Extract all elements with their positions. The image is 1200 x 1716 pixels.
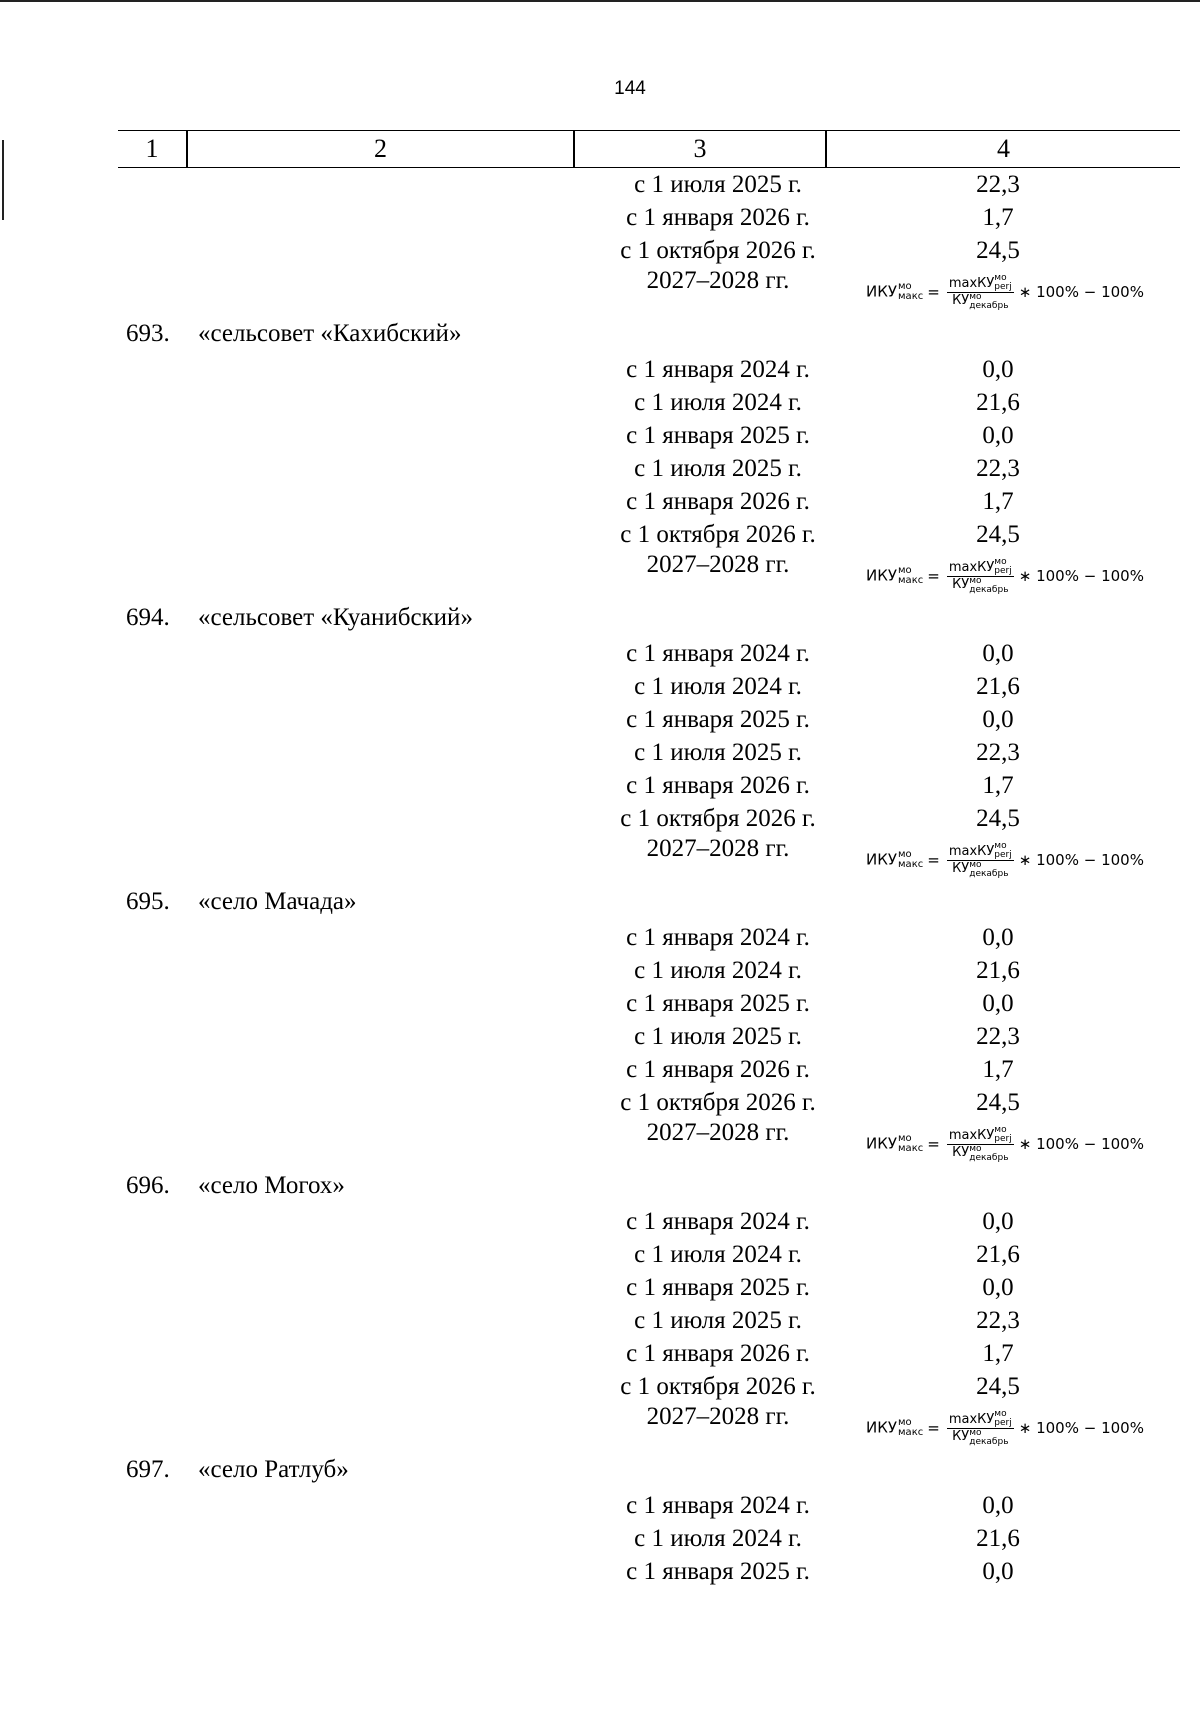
formula-lhs-sub: макс — [898, 1427, 924, 1438]
value-cell: 1,7 — [982, 488, 1014, 515]
period-cell: с 1 января 2024 г. — [626, 640, 810, 667]
table-row — [118, 1403, 1180, 1453]
table-row — [118, 267, 1180, 317]
formula-rest: ∗ 100% − 100% — [1018, 283, 1144, 301]
entry-number: 697. — [126, 1456, 170, 1483]
period-cell: с 1 января 2024 г. — [626, 1492, 810, 1519]
value-cell: 21,6 — [976, 389, 1020, 416]
header-col-1: 1 — [145, 134, 159, 163]
formula-num-sup: мо — [994, 840, 1007, 851]
formula-lhs-text: ИКУ — [866, 850, 898, 869]
formula-denominator — [950, 577, 1010, 595]
entry-name: «село Могох» — [198, 1172, 345, 1199]
table-row — [118, 1337, 1180, 1370]
value-cell: 22,3 — [976, 171, 1020, 198]
period-cell: с 1 января 2025 г. — [626, 1274, 810, 1301]
formula — [866, 551, 1178, 601]
formula-rest: ∗ 100% − 100% — [1018, 851, 1144, 869]
formula-lhs-indices — [898, 1134, 923, 1154]
table-row — [118, 670, 1180, 703]
value-cell: 0,0 — [982, 1274, 1014, 1301]
formula — [866, 835, 1178, 885]
formula-num-sub: perj — [994, 849, 1012, 860]
period-cell: с 1 октября 2026 г. — [620, 521, 816, 548]
formula-den-sup: мо — [969, 291, 982, 302]
formula-lhs — [866, 1418, 923, 1438]
formula-lhs-sup: мо — [898, 565, 912, 576]
value-cell: 24,5 — [976, 521, 1020, 548]
value-cell: 1,7 — [982, 1056, 1014, 1083]
period-cell: с 1 июля 2024 г. — [634, 673, 802, 700]
entry-number: 694. — [126, 604, 170, 631]
table-row — [118, 1053, 1180, 1086]
table-row — [118, 551, 1180, 601]
table-row — [118, 954, 1180, 987]
entry-name: «сельсовет «Кахибский» — [198, 320, 462, 347]
formula-den-text: КУ — [952, 576, 970, 592]
table-row — [118, 201, 1180, 234]
period-cell: с 1 января 2025 г. — [626, 422, 810, 449]
period-cell: с 1 июля 2024 г. — [634, 1525, 802, 1552]
header-col-4: 4 — [997, 134, 1010, 163]
value-cell: 21,6 — [976, 957, 1020, 984]
formula-lhs — [866, 282, 923, 302]
formula-den-sub: декабрь — [969, 300, 1009, 311]
period-cell: с 1 октября 2026 г. — [620, 237, 816, 264]
value-cell: 0,0 — [982, 706, 1014, 733]
period-cell: 2027–2028 гг. — [646, 551, 790, 578]
period-cell: 2027–2028 гг. — [646, 1119, 790, 1146]
formula-lhs-sup: мо — [898, 281, 912, 292]
formula-den-sup: мо — [969, 1427, 982, 1438]
period-cell: с 1 июля 2025 г. — [634, 1307, 802, 1334]
formula — [866, 267, 1178, 317]
table-row — [118, 1304, 1180, 1337]
table-row — [118, 234, 1180, 267]
formula-num-sup: мо — [994, 272, 1007, 283]
entry-name: «сельсовет «Куанибский» — [198, 604, 473, 631]
entry-name: «село Мачада» — [198, 888, 357, 915]
formula-rest: ∗ 100% − 100% — [1018, 1135, 1144, 1153]
period-cell: с 1 июля 2024 г. — [634, 957, 802, 984]
formula-lhs-sup: мо — [898, 1417, 912, 1428]
formula-num-indices — [994, 274, 1011, 292]
value-cell: 21,6 — [976, 673, 1020, 700]
table-row — [118, 703, 1180, 736]
table-row — [118, 1205, 1180, 1238]
table-row — [118, 353, 1180, 386]
formula-lhs-text: ИКУ — [866, 1418, 898, 1437]
entry-number: 696. — [126, 1172, 170, 1199]
entry-heading-row — [118, 1453, 1180, 1489]
table-body — [118, 168, 1180, 1588]
formula-den-indices — [969, 861, 1008, 879]
formula-lhs-text: ИКУ — [866, 1134, 898, 1153]
entry-heading-row — [118, 885, 1180, 921]
period-cell: с 1 июля 2025 г. — [634, 455, 802, 482]
formula — [866, 1119, 1178, 1169]
period-cell: с 1 января 2026 г. — [626, 1056, 810, 1083]
formula-den-indices — [969, 1429, 1008, 1447]
value-cell: 1,7 — [982, 772, 1014, 799]
formula-denominator — [950, 293, 1010, 311]
table-row — [118, 485, 1180, 518]
formula-den-text: КУ — [952, 292, 970, 308]
formula-lhs-indices — [898, 282, 923, 302]
table-row — [118, 987, 1180, 1020]
formula-num-indices — [994, 1126, 1011, 1144]
table-row — [118, 1489, 1180, 1522]
formula — [866, 1403, 1178, 1453]
value-cell: 0,0 — [982, 1492, 1014, 1519]
formula-fraction — [947, 558, 1014, 595]
value-cell: 0,0 — [982, 640, 1014, 667]
page-number: 144 — [614, 78, 646, 99]
table-row — [118, 1522, 1180, 1555]
formula-lhs-sub: макс — [898, 575, 924, 586]
formula-equals: = — [927, 283, 940, 301]
value-cell: 24,5 — [976, 237, 1020, 264]
period-cell: с 1 января 2024 г. — [626, 924, 810, 951]
period-cell: с 1 июля 2025 г. — [634, 1023, 802, 1050]
table-row — [118, 452, 1180, 485]
formula-den-indices — [969, 1145, 1008, 1163]
formula-rest: ∗ 100% − 100% — [1018, 1419, 1144, 1437]
value-cell: 1,7 — [982, 204, 1014, 231]
scan-left-mark — [2, 140, 4, 220]
formula-num-text: maxКУ — [948, 1411, 995, 1427]
formula-num-indices — [994, 558, 1011, 576]
period-cell: с 1 октября 2026 г. — [620, 805, 816, 832]
table-row — [118, 419, 1180, 452]
formula-num-indices — [994, 842, 1011, 860]
period-cell: 2027–2028 гг. — [646, 267, 790, 294]
formula-num-sub: perj — [994, 565, 1012, 576]
period-cell: с 1 января 2026 г. — [626, 488, 810, 515]
period-cell: 2027–2028 гг. — [646, 835, 790, 862]
value-cell: 21,6 — [976, 1241, 1020, 1268]
formula-lhs-sub: макс — [898, 1143, 924, 1154]
table-row — [118, 518, 1180, 551]
header-col-3: 3 — [693, 134, 707, 163]
table-row — [118, 769, 1180, 802]
value-cell: 0,0 — [982, 1558, 1014, 1585]
period-cell: с 1 января 2024 г. — [626, 356, 810, 383]
table-row — [118, 637, 1180, 670]
formula-denominator — [950, 861, 1010, 879]
formula-den-text: КУ — [952, 860, 970, 876]
value-cell: 22,3 — [976, 739, 1020, 766]
formula-den-sub: декабрь — [969, 868, 1009, 879]
period-cell: с 1 января 2026 г. — [626, 1340, 810, 1367]
table-row — [118, 736, 1180, 769]
entry-heading-row — [118, 317, 1180, 353]
formula-fraction — [947, 1410, 1014, 1447]
formula-numerator — [947, 1126, 1014, 1145]
period-cell: 2027–2028 гг. — [646, 1403, 790, 1430]
formula-equals: = — [927, 1419, 940, 1437]
value-cell: 0,0 — [982, 924, 1014, 951]
formula-num-text: maxКУ — [948, 275, 995, 291]
formula-lhs-sub: макс — [898, 859, 924, 870]
scan-top-line — [0, 0, 1200, 2]
formula-lhs-indices — [898, 850, 923, 870]
formula-den-text: КУ — [952, 1428, 970, 1444]
data-table — [118, 130, 1180, 1588]
period-cell: с 1 января 2025 г. — [626, 1558, 810, 1585]
formula-lhs-indices — [898, 1418, 923, 1438]
formula-den-sub: декабрь — [969, 1436, 1009, 1447]
table-row — [118, 1555, 1180, 1588]
formula-equals: = — [927, 567, 940, 585]
formula-numerator — [947, 842, 1014, 861]
entry-heading-row — [118, 601, 1180, 637]
value-cell: 21,6 — [976, 1525, 1020, 1552]
period-cell: с 1 января 2026 г. — [626, 204, 810, 231]
table-row — [118, 1370, 1180, 1403]
formula-num-sup: мо — [994, 1124, 1007, 1135]
formula-lhs — [866, 850, 923, 870]
table-row — [118, 802, 1180, 835]
table-row — [118, 921, 1180, 954]
table-row — [118, 1271, 1180, 1304]
formula-equals: = — [927, 1135, 940, 1153]
formula-num-sub: perj — [994, 1133, 1012, 1144]
value-cell: 22,3 — [976, 1023, 1020, 1050]
formula-fraction — [947, 842, 1014, 879]
period-cell: с 1 января 2026 г. — [626, 772, 810, 799]
value-cell: 24,5 — [976, 1373, 1020, 1400]
formula-den-sup: мо — [969, 575, 982, 586]
table-header — [118, 130, 1180, 168]
entry-name: «село Ратлуб» — [198, 1456, 349, 1483]
formula-lhs-sup: мо — [898, 849, 912, 860]
formula-denominator — [950, 1145, 1010, 1163]
table-row — [118, 1086, 1180, 1119]
entry-number: 695. — [126, 888, 170, 915]
formula-numerator — [947, 274, 1014, 293]
period-cell: с 1 октября 2026 г. — [620, 1373, 816, 1400]
formula-den-sup: мо — [969, 859, 982, 870]
table-row — [118, 1020, 1180, 1053]
formula-num-sub: perj — [994, 281, 1012, 292]
value-cell: 24,5 — [976, 1089, 1020, 1116]
table-row — [118, 386, 1180, 419]
formula-lhs — [866, 1134, 923, 1154]
table-row — [118, 1119, 1180, 1169]
header-col-2: 2 — [374, 134, 387, 163]
formula-num-sup: мо — [994, 1408, 1007, 1419]
formula-num-indices — [994, 1410, 1011, 1428]
formula-num-sup: мо — [994, 556, 1007, 567]
formula-den-sub: декабрь — [969, 1152, 1009, 1163]
formula-denominator — [950, 1429, 1010, 1447]
formula-num-text: maxКУ — [948, 1127, 995, 1143]
formula-num-text: maxКУ — [948, 843, 995, 859]
formula-fraction — [947, 274, 1014, 311]
value-cell: 0,0 — [982, 1208, 1014, 1235]
table-row — [118, 168, 1180, 201]
formula-den-sup: мо — [969, 1143, 982, 1154]
formula-lhs-sub: макс — [898, 291, 924, 302]
value-cell: 0,0 — [982, 422, 1014, 449]
period-cell: с 1 июля 2024 г. — [634, 389, 802, 416]
formula-lhs-text: ИКУ — [866, 282, 898, 301]
period-cell: с 1 июля 2024 г. — [634, 1241, 802, 1268]
value-cell: 22,3 — [976, 455, 1020, 482]
value-cell: 0,0 — [982, 356, 1014, 383]
formula-den-indices — [969, 293, 1008, 311]
formula-den-indices — [969, 577, 1008, 595]
formula-num-text: maxКУ — [948, 559, 995, 575]
period-cell: с 1 июля 2025 г. — [634, 171, 802, 198]
period-cell: с 1 января 2025 г. — [626, 990, 810, 1017]
value-cell: 1,7 — [982, 1340, 1014, 1367]
formula-fraction — [947, 1126, 1014, 1163]
formula-lhs-text: ИКУ — [866, 566, 898, 585]
formula-den-text: КУ — [952, 1144, 970, 1160]
table-row — [118, 1238, 1180, 1271]
period-cell: с 1 октября 2026 г. — [620, 1089, 816, 1116]
formula-numerator — [947, 1410, 1014, 1429]
period-cell: с 1 января 2024 г. — [626, 1208, 810, 1235]
formula-numerator — [947, 558, 1014, 577]
formula-equals: = — [927, 851, 940, 869]
formula-lhs-sup: мо — [898, 1133, 912, 1144]
formula-lhs-indices — [898, 566, 923, 586]
formula-den-sub: декабрь — [969, 584, 1009, 595]
formula-num-sub: perj — [994, 1417, 1012, 1428]
period-cell: с 1 января 2025 г. — [626, 706, 810, 733]
table-row — [118, 835, 1180, 885]
formula-lhs — [866, 566, 923, 586]
value-cell: 22,3 — [976, 1307, 1020, 1334]
entry-heading-row — [118, 1169, 1180, 1205]
period-cell: с 1 июля 2025 г. — [634, 739, 802, 766]
value-cell: 24,5 — [976, 805, 1020, 832]
value-cell: 0,0 — [982, 990, 1014, 1017]
entry-number: 693. — [126, 320, 170, 347]
formula-rest: ∗ 100% − 100% — [1018, 567, 1144, 585]
